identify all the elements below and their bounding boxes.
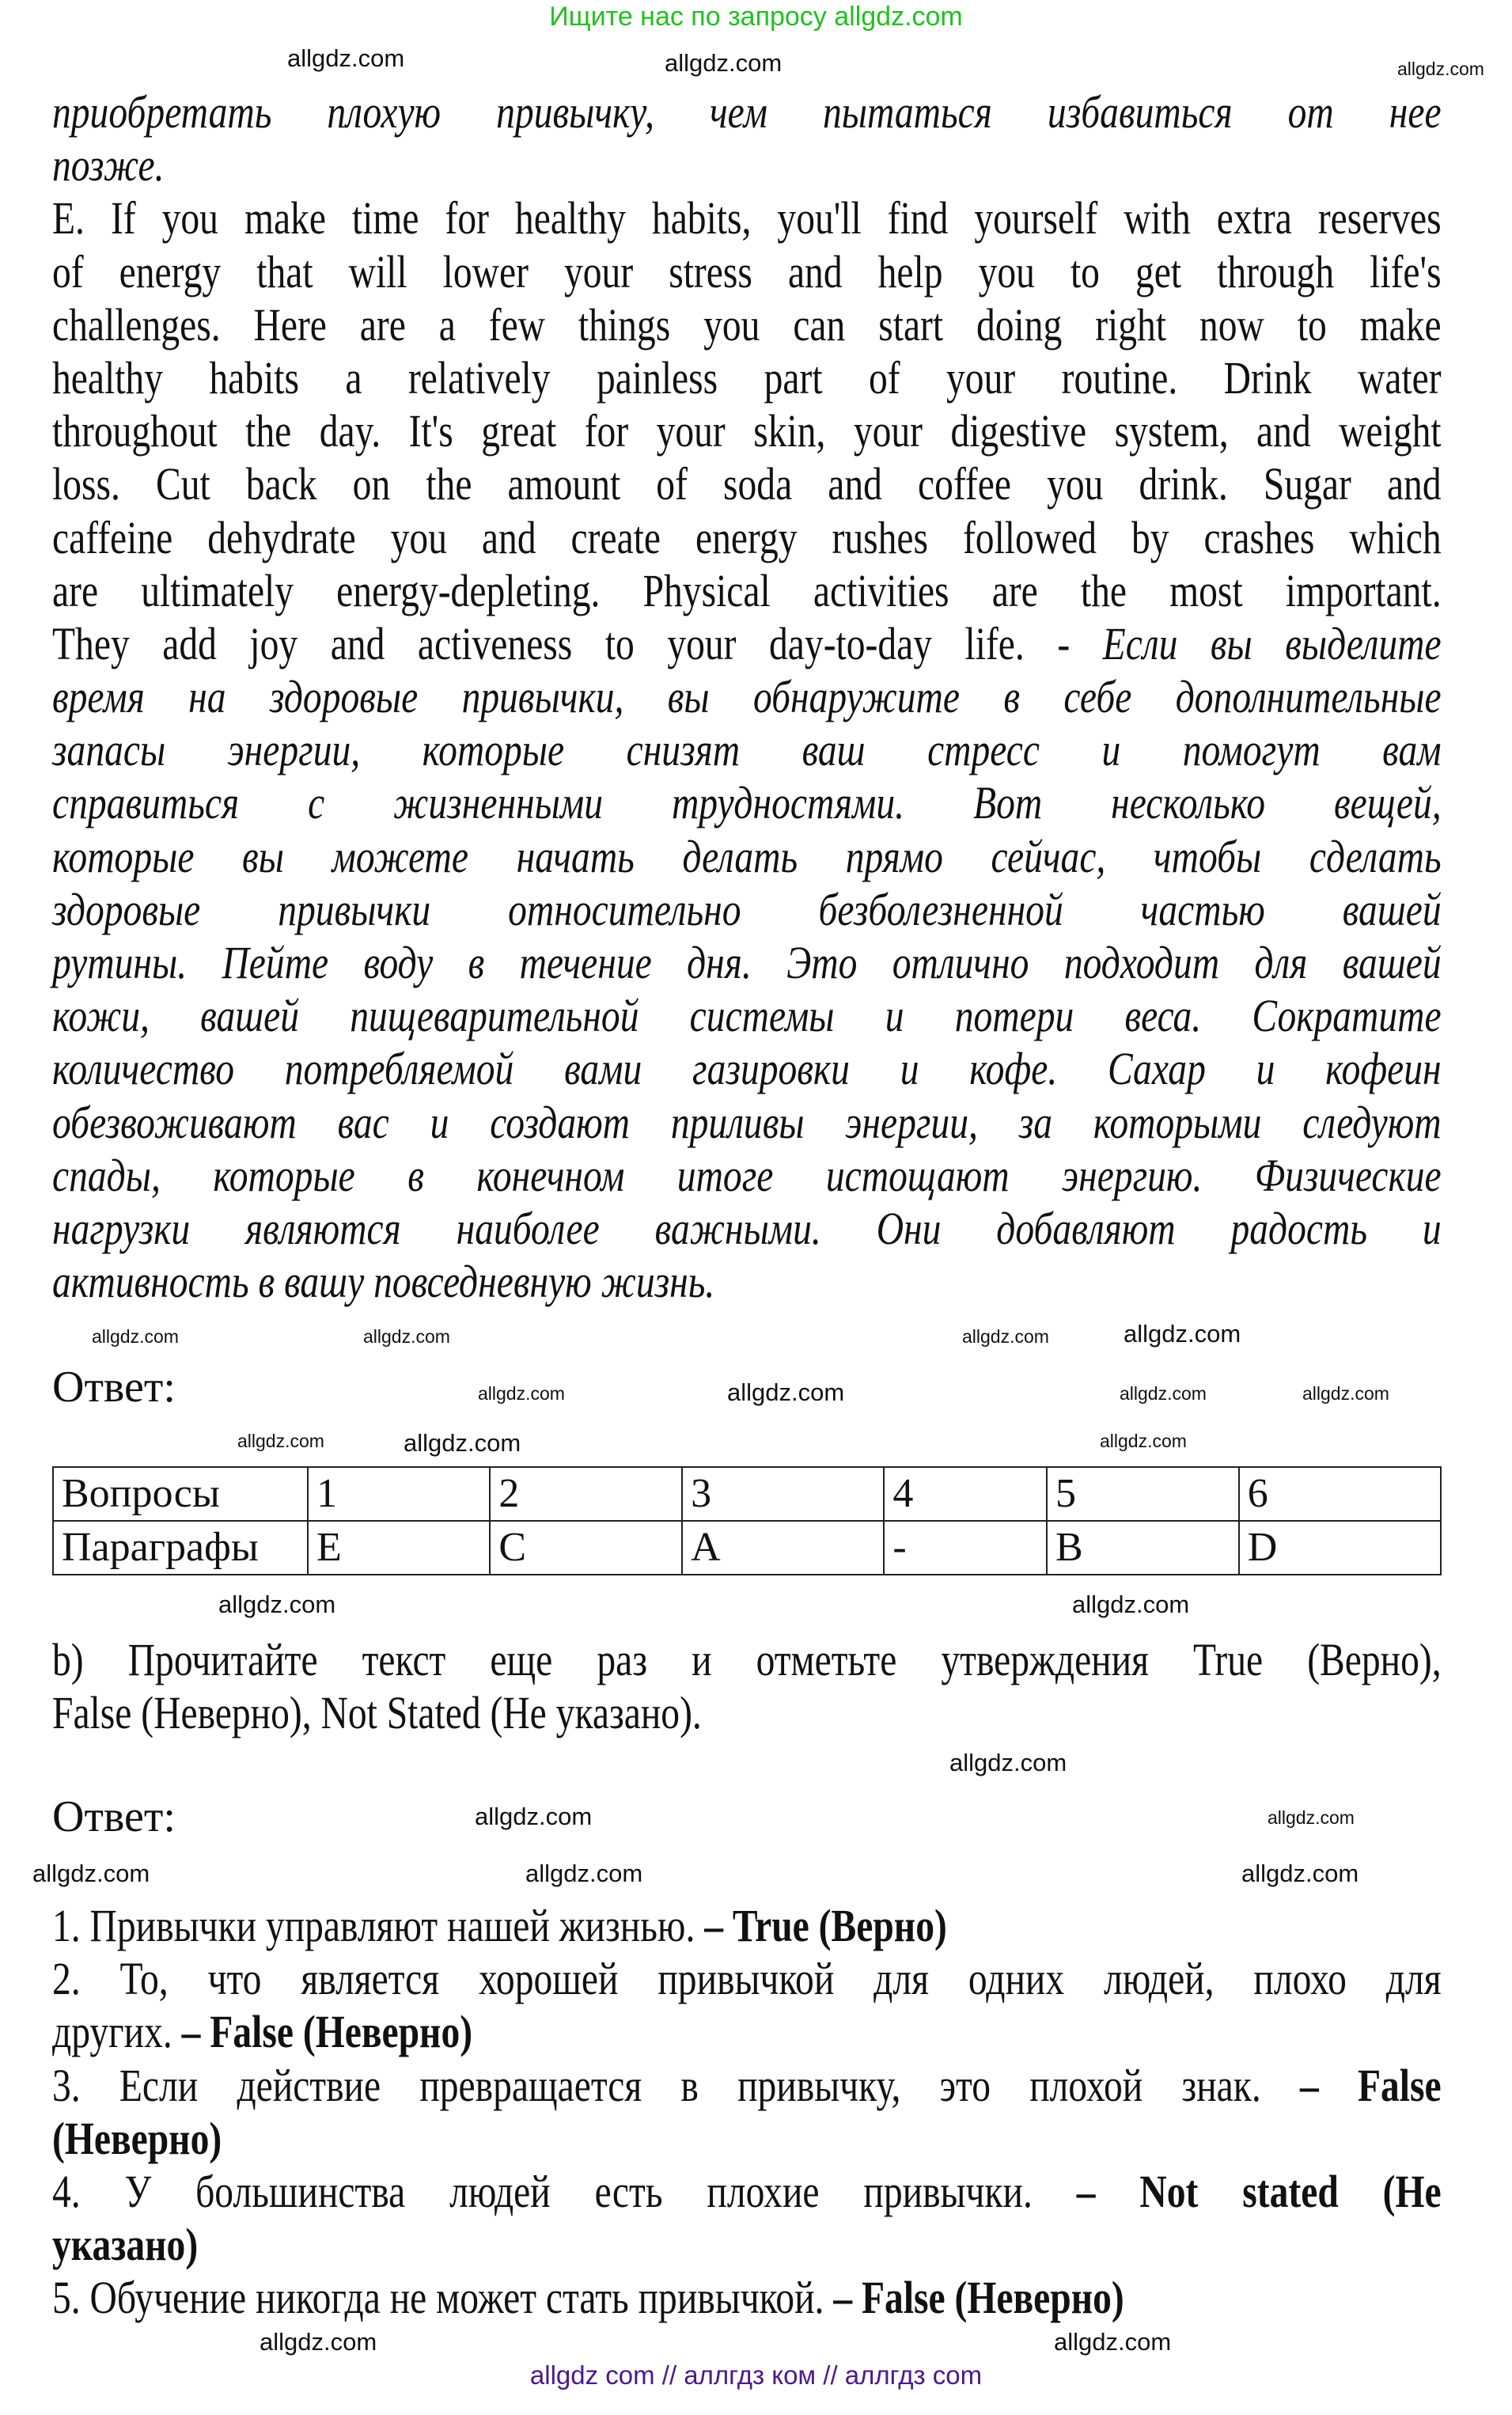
passage-text bbox=[52, 85, 1442, 1308]
passage-line bbox=[52, 617, 1442, 670]
answers-list bbox=[52, 1899, 1442, 2325]
watermark: allgdz.com bbox=[1054, 2328, 1172, 2356]
passage-line: приобретать плохую привычку, чем пытаться избавиться от нее bbox=[52, 86, 1442, 138]
passage-line: запасы энергии, которые снизят ваш стресс и помогут вам bbox=[52, 724, 1442, 776]
watermark: allgdz.com bbox=[1120, 1383, 1207, 1404]
answer-verdict: – False (Неверно) bbox=[833, 2272, 1124, 2324]
answer-text: 1. Привычки управляют нашей жизнью. bbox=[52, 1900, 705, 1951]
watermark: allgdz.com bbox=[665, 49, 783, 77]
watermark: allgdz.com bbox=[404, 1429, 521, 1457]
task-line: False (Неверно), Not Stated (Не указано). bbox=[52, 1687, 702, 1739]
table-row bbox=[53, 1467, 1441, 1521]
passage-line: are ultimately energy-depleting. Physical activities are the most important. bbox=[52, 564, 1442, 616]
passage-line: loss. Cut back on the amount of soda and coffee you drink. Sugar and bbox=[52, 458, 1442, 510]
table-cell: A bbox=[682, 1521, 884, 1575]
table-cell: 2 bbox=[490, 1467, 682, 1521]
passage-line-en: They add joy and activeness to your day-to-day life. - bbox=[52, 617, 1103, 669]
passage-line: caffeine dehydrate you and create energy rushes followed by crashes which bbox=[52, 511, 1442, 563]
passage-line: активность в вашу повседневную жизнь. bbox=[52, 1256, 715, 1308]
watermark: allgdz.com bbox=[1100, 1431, 1187, 1451]
watermark: allgdz.com bbox=[949, 1749, 1067, 1776]
answer-verdict: – True (Верно) bbox=[704, 1900, 947, 1951]
answer-item bbox=[52, 2165, 1442, 2218]
table-cell: 3 bbox=[682, 1467, 884, 1521]
passage-line: здоровые привычки относительно безболезненной частью вашей bbox=[52, 883, 1442, 935]
passage-line: спады, которые в конечном итоге истощают энергию. Физические bbox=[52, 1149, 1442, 1201]
passage-line-ru: Если вы выделите bbox=[1102, 617, 1442, 669]
watermark: allgdz.com bbox=[1124, 1320, 1241, 1348]
watermark: allgdz.com bbox=[287, 44, 405, 72]
table-cell: C bbox=[490, 1521, 682, 1575]
watermark: allgdz.com bbox=[525, 1860, 643, 1887]
table-cell: - bbox=[884, 1521, 1047, 1575]
passage-line: of energy that will lower your stress and help you to get through life's bbox=[52, 245, 1442, 298]
answer-verdict: указано) bbox=[52, 2219, 199, 2271]
answer-item: 2. То, что является хорошей привычкой для одних людей, плохо для bbox=[52, 1953, 1442, 2005]
watermark: allgdz.com bbox=[1268, 1807, 1355, 1828]
task-b-instructions bbox=[52, 1633, 1442, 1739]
answer-text: других. bbox=[52, 2006, 182, 2058]
passage-line: кожи, вашей пищеварительной системы и потери веса. Сократите bbox=[52, 990, 1442, 1042]
table-cell: 5 bbox=[1047, 1467, 1239, 1521]
table-cell: B bbox=[1047, 1521, 1239, 1575]
passage-line: challenges. Here are a few things you can start doing right now to make bbox=[52, 298, 1442, 351]
footer-banner: allgdz com // аллгдз ком // аллгдз com bbox=[529, 2360, 983, 2390]
passage-line: справиться с жизненными трудностями. Вот несколько вещей, bbox=[52, 777, 1442, 829]
answer-verdict: – False bbox=[1299, 2059, 1442, 2111]
passage-line: время на здоровые привычки, вы обнаружите в себе дополнительные bbox=[52, 671, 1442, 723]
table-cell: 4 bbox=[884, 1467, 1047, 1521]
watermark: allgdz.com bbox=[962, 1326, 1049, 1347]
answer-label: Ответ: bbox=[52, 1363, 176, 1412]
passage-line: которые вы можете начать делать прямо сейчас, чтобы сделать bbox=[52, 830, 1442, 882]
table-cell: Вопросы bbox=[53, 1467, 308, 1521]
watermark: allgdz.com bbox=[92, 1326, 179, 1347]
search-banner: Ищите нас по запросу allgdz.com bbox=[549, 2, 963, 32]
answer-item bbox=[52, 2059, 1442, 2112]
watermark: allgdz.com bbox=[363, 1326, 450, 1347]
watermark: allgdz.com bbox=[218, 1590, 336, 1618]
watermark: allgdz.com bbox=[478, 1383, 565, 1404]
task-line: b) Прочитайте текст еще раз и отметьте утверждения True (Верно), bbox=[52, 1634, 1442, 1685]
passage-line: количество потребляемой вами газировки и кофе. Сахар и кофеин bbox=[52, 1043, 1442, 1095]
watermark: allgdz.com bbox=[260, 2328, 377, 2356]
table-cell: 6 bbox=[1239, 1467, 1441, 1521]
table-row bbox=[53, 1521, 1441, 1575]
passage-line: нагрузки являются наиболее важными. Они добавляют радость и bbox=[52, 1202, 1442, 1254]
watermark: allgdz.com bbox=[1302, 1383, 1389, 1404]
table-cell: E bbox=[308, 1521, 490, 1575]
table-cell: Параграфы bbox=[53, 1521, 308, 1575]
answer-text: 3. Если действие превращается в привычку, это плохой знак. bbox=[52, 2059, 1300, 2111]
answer-item bbox=[52, 1899, 1442, 1952]
answer-text: 5. Обучение никогда не может стать привычкой. bbox=[52, 2272, 834, 2324]
passage-line: E. If you make time for healthy habits, you'll find yourself with extra reserves bbox=[52, 192, 1442, 245]
passage-line: throughout the day. It's great for your skin, your digestive system, and weight bbox=[52, 405, 1442, 457]
watermark: allgdz.com bbox=[1241, 1860, 1359, 1887]
passage-line: рутины. Пейте воду в течение дня. Это отлично подходит для вашей bbox=[52, 937, 1442, 988]
paragraph-match-table bbox=[52, 1466, 1442, 1575]
passage-line: healthy habits a relatively painless part of your routine. Drink water bbox=[52, 351, 1442, 404]
answer-verdict: (Неверно) bbox=[52, 2112, 222, 2164]
answer-text: 4. У большинства людей есть плохие привычки. bbox=[52, 2165, 1077, 2217]
watermark: allgdz.com bbox=[475, 1803, 593, 1830]
watermark: allgdz.com bbox=[237, 1431, 324, 1451]
watermark: allgdz.com bbox=[1072, 1590, 1190, 1618]
watermark: allgdz.com bbox=[727, 1378, 845, 1406]
passage-line: позже. bbox=[52, 139, 165, 191]
answer-item bbox=[52, 2271, 1442, 2324]
watermark: allgdz.com bbox=[1397, 59, 1484, 79]
table-cell: 1 bbox=[308, 1467, 490, 1521]
passage-line: обезвоживают вас и создают приливы энергии, за которыми следуют bbox=[52, 1096, 1442, 1148]
answer-item bbox=[52, 2005, 1442, 2058]
table-cell: D bbox=[1239, 1521, 1441, 1575]
answer-verdict: – Not stated (Не bbox=[1076, 2165, 1442, 2217]
answer-label: Ответ: bbox=[52, 1792, 176, 1841]
watermark: allgdz.com bbox=[32, 1860, 150, 1887]
answer-verdict: – False (Неверно) bbox=[181, 2006, 473, 2058]
